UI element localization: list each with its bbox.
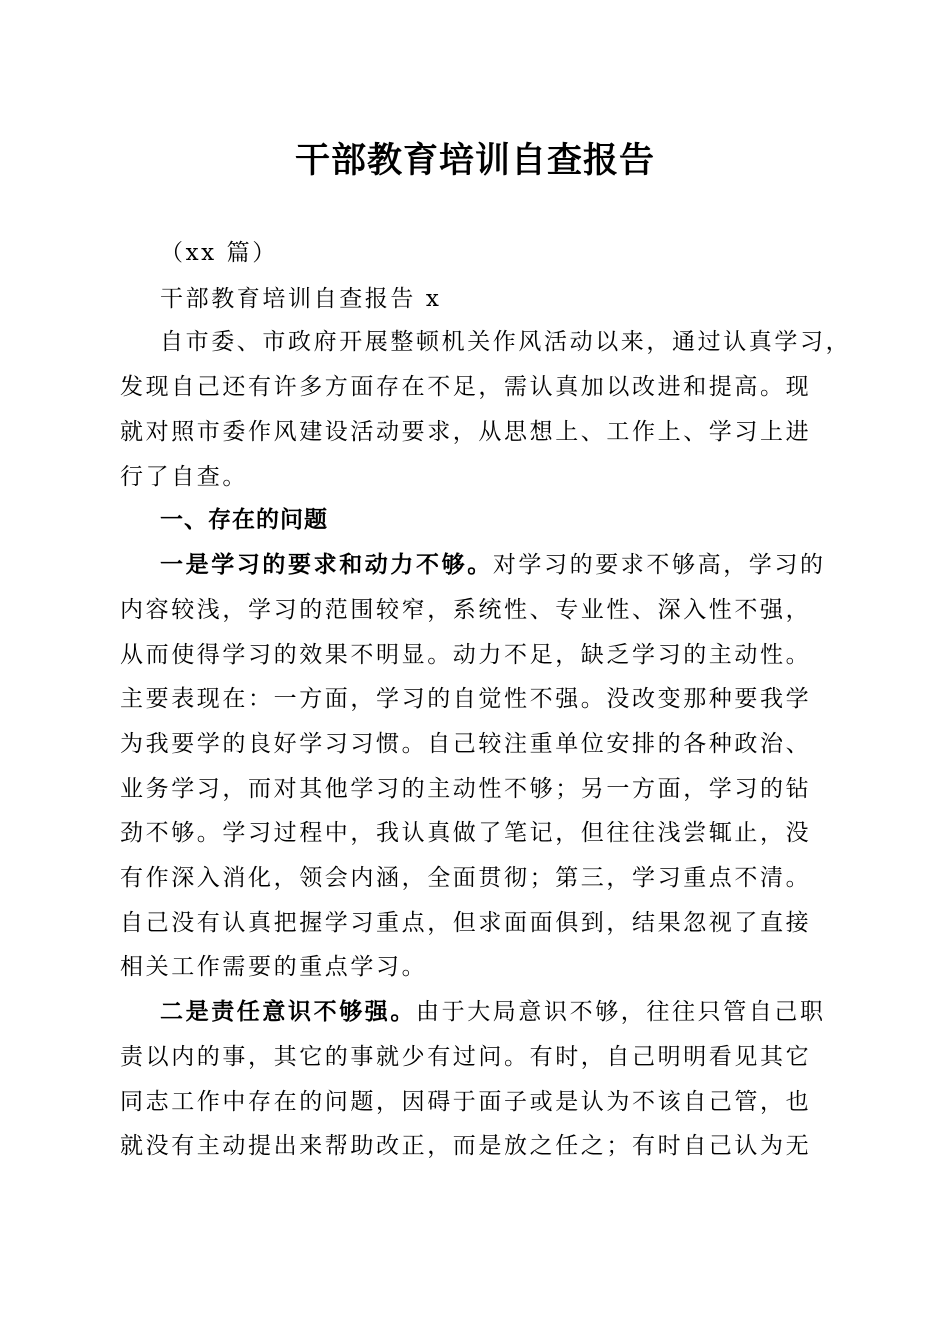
paragraph-text: 由于大局意识不够，往往只管自己职 [416,999,826,1025]
paragraph-line: 劲不够。学习过程中，我认真做了笔记，但往往浅尝辄止，没 [120,820,812,846]
paragraph-first-line [160,997,826,1027]
paragraph-lead: 一是学习的要求和动力不够。 [160,551,493,578]
paragraph-line: 从而使得学习的效果不明显。动力不足，缺乏学习的主动性。 [120,642,812,668]
paragraph-line: 业务学习，而对其他学习的主动性不够；另一方面，学习的钻 [120,776,812,802]
paragraph-first-line [160,550,826,580]
paragraph-line: 相关工作需要的重点学习。 [120,954,428,980]
section-heading: 一、存在的问题 [160,507,328,533]
paragraph-line: 主要表现在：一方面，学习的自觉性不强。没改变那种要我学 [120,686,812,712]
paragraph-line: 自己没有认真把握学习重点，但求面面俱到，结果忽视了直接 [120,910,812,936]
document-title: 干部教育培训自查报告 [294,140,655,181]
paragraph-line: 就没有主动提出来帮助改正，而是放之任之；有时自己认为无 [120,1133,812,1159]
document-subtitle: 干部教育培训自查报告 x [160,286,442,312]
paragraph-lead: 二是责任意识不够强。 [160,998,416,1025]
paragraph-text: 对学习的要求不够高，学习的 [492,552,826,578]
intro-line: 发现自己还有许多方面存在不足，需认真加以改进和提高。现 [120,374,812,400]
intro-line: 自市委、市政府开展整顿机关作风活动以来，通过认真学习， [160,329,852,355]
intro-line: 就对照市委作风建设活动要求，从思想上、工作上、学习上进 [120,419,812,445]
paragraph-line: 为我要学的良好学习习惯。自己较注重单位安排的各种政治、 [120,731,812,757]
paragraph-line: 有作深入消化，领会内涵，全面贯彻；第三，学习重点不清。 [120,865,812,891]
intro-line: 行了自查。 [120,464,248,490]
paragraph-line: 责以内的事，其它的事就少有过问。有时，自己明明看见其它 [120,1044,812,1070]
paragraph-line: 同志工作中存在的问题，因碍于面子或是认为不该自己管，也 [120,1089,812,1115]
paragraph-line: 内容较浅，学习的范围较窄，系统性、专业性、深入性不强， [120,597,812,623]
document-tag: （xx 篇） [160,240,278,266]
